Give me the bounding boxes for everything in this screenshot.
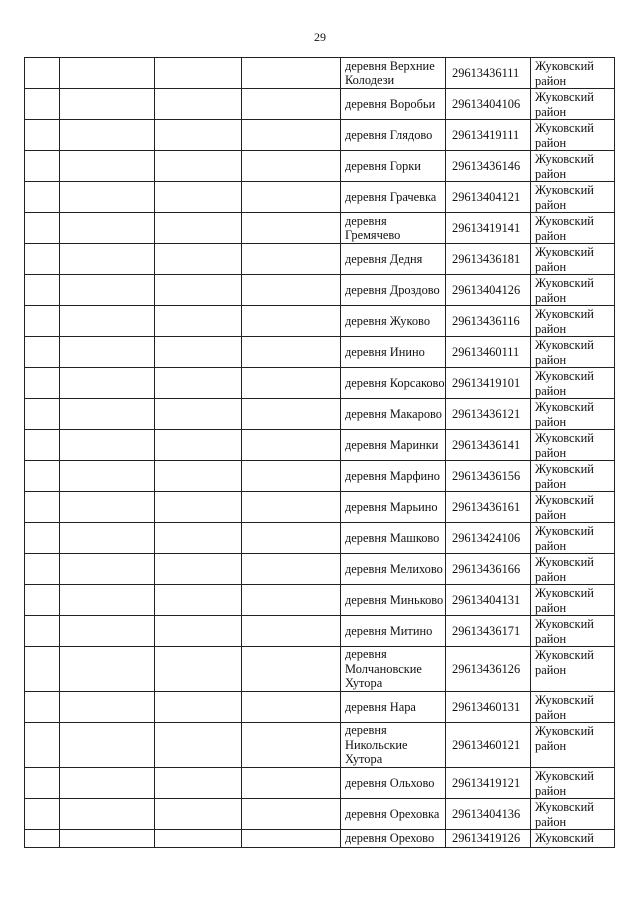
table-row [25,430,615,461]
table-row [25,58,615,89]
empty-cell [242,692,341,723]
table-row [25,368,615,399]
oktmo-code: 29613436166 [446,554,531,585]
empty-cell [155,58,242,89]
table-row [25,799,615,830]
empty-cell [60,275,155,306]
empty-cell [155,554,242,585]
empty-cell [25,120,60,151]
empty-cell [155,275,242,306]
empty-cell [25,830,60,848]
oktmo-code: 29613460121 [446,723,531,768]
empty-cell [242,799,341,830]
empty-cell [60,523,155,554]
oktmo-code: 29613419121 [446,768,531,799]
district-name: Жуковский район [531,89,615,120]
empty-cell [25,647,60,692]
empty-cell [242,723,341,768]
oktmo-code: 29613460131 [446,692,531,723]
empty-cell [242,768,341,799]
district-name: Жуковский район [531,120,615,151]
empty-cell [242,523,341,554]
empty-cell [155,399,242,430]
settlement-name: деревня Маринки [341,430,446,461]
empty-cell [155,461,242,492]
empty-cell [60,554,155,585]
settlement-name: деревня Миньково [341,585,446,616]
district-name: Жуковский район [531,306,615,337]
empty-cell [60,647,155,692]
empty-cell [242,585,341,616]
district-name: Жуковский район [531,275,615,306]
empty-cell [60,182,155,213]
district-name: Жуковский район [531,368,615,399]
empty-cell [25,275,60,306]
empty-cell [25,58,60,89]
empty-cell [60,830,155,848]
district-name: Жуковский район [531,768,615,799]
empty-cell [60,723,155,768]
settlement-name: деревня Верхние Колодези [341,58,446,89]
district-name: Жуковский район [531,461,615,492]
empty-cell [60,306,155,337]
settlement-name: деревня Дроздово [341,275,446,306]
empty-cell [155,692,242,723]
district-name: Жуковский район [531,616,615,647]
district-name: Жуковский район [531,399,615,430]
oktmo-code: 29613404131 [446,585,531,616]
empty-cell [242,306,341,337]
district-name: Жуковский район [531,58,615,89]
empty-cell [155,830,242,848]
district-name: Жуковский район [531,692,615,723]
settlement-name: деревня Горки [341,151,446,182]
empty-cell [60,244,155,275]
oktmo-code: 29613419111 [446,120,531,151]
oktmo-code: 29613460111 [446,337,531,368]
table-row [25,768,615,799]
settlement-name: деревня Мелихово [341,554,446,585]
empty-cell [60,89,155,120]
district-name: Жуковский район [531,492,615,523]
empty-cell [60,461,155,492]
oktmo-code: 29613436126 [446,647,531,692]
empty-cell [60,692,155,723]
table-row [25,830,615,848]
empty-cell [155,306,242,337]
oktmo-code: 29613404106 [446,89,531,120]
empty-cell [60,799,155,830]
empty-cell [25,399,60,430]
table-row [25,399,615,430]
empty-cell [60,585,155,616]
empty-cell [242,275,341,306]
settlement-name: деревня Марфино [341,461,446,492]
empty-cell [155,768,242,799]
oktmo-code: 29613436181 [446,244,531,275]
district-name: Жуковский район [531,151,615,182]
empty-cell [155,647,242,692]
page-number: 29 [314,30,326,44]
settlement-name: деревня Макарово [341,399,446,430]
settlements-table [24,57,615,848]
settlement-name: деревня Корсаково [341,368,446,399]
table-row [25,89,615,120]
empty-cell [60,151,155,182]
empty-cell [155,523,242,554]
empty-cell [242,182,341,213]
empty-cell [25,337,60,368]
table-row [25,337,615,368]
district-name: Жуковский район [531,723,615,768]
district-name: Жуковский район [531,213,615,244]
empty-cell [155,799,242,830]
table-row [25,244,615,275]
empty-cell [60,430,155,461]
empty-cell [25,616,60,647]
table-row [25,692,615,723]
empty-cell [155,723,242,768]
empty-cell [60,337,155,368]
settlement-name: деревня Дедня [341,244,446,275]
empty-cell [25,523,60,554]
empty-cell [242,337,341,368]
empty-cell [25,213,60,244]
settlement-name: деревня Глядово [341,120,446,151]
oktmo-code: 29613419126 [446,830,531,848]
empty-cell [155,585,242,616]
empty-cell [242,616,341,647]
empty-cell [155,430,242,461]
district-name: Жуковский район [531,182,615,213]
empty-cell [25,306,60,337]
oktmo-code: 29613436156 [446,461,531,492]
empty-cell [155,337,242,368]
empty-cell [242,461,341,492]
empty-cell [155,213,242,244]
empty-cell [155,182,242,213]
settlement-name: деревня Ореховка [341,799,446,830]
settlement-name: деревня Ольхово [341,768,446,799]
settlement-name: деревня Машково [341,523,446,554]
table-row [25,120,615,151]
empty-cell [242,830,341,848]
district-name: Жуковский район [531,337,615,368]
empty-cell [155,492,242,523]
settlement-name: деревня Митино [341,616,446,647]
settlement-name: деревня Нара [341,692,446,723]
empty-cell [60,768,155,799]
oktmo-code: 29613404126 [446,275,531,306]
table-row [25,554,615,585]
empty-cell [155,120,242,151]
empty-cell [242,399,341,430]
settlement-name: деревня Марьино [341,492,446,523]
district-name: Жуковский район [531,585,615,616]
table-row [25,616,615,647]
table-row [25,647,615,692]
oktmo-code: 29613436121 [446,399,531,430]
empty-cell [242,151,341,182]
empty-cell [242,244,341,275]
empty-cell [25,723,60,768]
empty-cell [155,616,242,647]
settlement-name: деревня Орехово [341,830,446,848]
empty-cell [25,461,60,492]
oktmo-code: 29613436146 [446,151,531,182]
table-row [25,723,615,768]
oktmo-code: 29613419141 [446,213,531,244]
empty-cell [242,492,341,523]
district-name: Жуковский район [531,647,615,692]
table-row [25,461,615,492]
empty-cell [155,368,242,399]
settlement-name: деревня Молчановские Хутора [341,647,446,692]
district-name: Жуковский [531,830,615,848]
empty-cell [25,368,60,399]
oktmo-code: 29613436141 [446,430,531,461]
empty-cell [25,585,60,616]
empty-cell [155,244,242,275]
empty-cell [60,368,155,399]
empty-cell [155,151,242,182]
table-row [25,213,615,244]
settlement-name: деревня Гремячево [341,213,446,244]
empty-cell [25,182,60,213]
empty-cell [25,768,60,799]
empty-cell [60,120,155,151]
empty-cell [155,89,242,120]
district-name: Жуковский район [531,799,615,830]
oktmo-code: 29613424106 [446,523,531,554]
empty-cell [25,151,60,182]
empty-cell [242,647,341,692]
oktmo-code: 29613404121 [446,182,531,213]
empty-cell [25,692,60,723]
district-name: Жуковский район [531,244,615,275]
settlement-name: деревня Жуково [341,306,446,337]
table-row [25,523,615,554]
empty-cell [25,492,60,523]
empty-cell [25,244,60,275]
empty-cell [242,213,341,244]
oktmo-code: 29613404136 [446,799,531,830]
oktmo-code: 29613436161 [446,492,531,523]
empty-cell [25,89,60,120]
empty-cell [60,58,155,89]
settlement-name: деревня Воробьи [341,89,446,120]
empty-cell [60,492,155,523]
district-name: Жуковский район [531,523,615,554]
district-name: Жуковский район [531,554,615,585]
empty-cell [242,554,341,585]
oktmo-code: 29613436171 [446,616,531,647]
oktmo-code: 29613436111 [446,58,531,89]
table-row [25,306,615,337]
empty-cell [242,120,341,151]
empty-cell [242,58,341,89]
table-row [25,585,615,616]
district-name: Жуковский район [531,430,615,461]
empty-cell [25,799,60,830]
table-row [25,275,615,306]
oktmo-code: 29613436116 [446,306,531,337]
empty-cell [60,616,155,647]
empty-cell [242,368,341,399]
settlement-name: деревня Инино [341,337,446,368]
oktmo-code: 29613419101 [446,368,531,399]
empty-cell [25,430,60,461]
empty-cell [242,89,341,120]
settlement-name: деревня Грачевка [341,182,446,213]
settlement-name: деревня Никольские Хутора [341,723,446,768]
empty-cell [242,430,341,461]
table-row [25,182,615,213]
table-row [25,492,615,523]
empty-cell [60,213,155,244]
empty-cell [60,399,155,430]
empty-cell [25,554,60,585]
table-row [25,151,615,182]
